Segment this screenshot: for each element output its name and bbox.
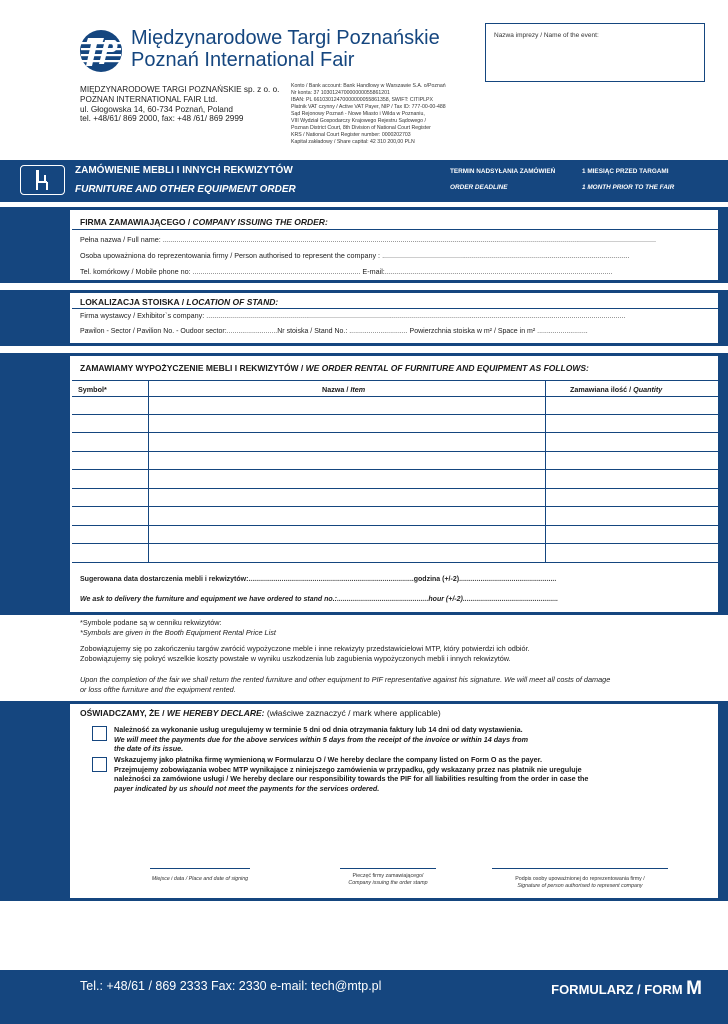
deadline-value-en: 1 MONTH PRIOR TO THE FAIR (582, 184, 675, 191)
section-divider (0, 290, 728, 293)
section-right-band (718, 290, 728, 346)
section-divider (0, 207, 728, 210)
order-table (72, 380, 718, 563)
bank-line: Kapitał zakładowy / Share capital: 42 310 200,00 PLN (291, 139, 415, 145)
section-divider (0, 353, 728, 356)
mobile-phone-field[interactable]: Tel. komórkowy / Mobile phone no: .................................................................................... E-mail:.................................................................................................................. (80, 267, 613, 276)
note-line: Zobowiązujemy się po zakończeniu targów zwrócić wypożyczone meble i inne rekwizyty przedstawicielowi MTP, który potwierdzi ich odbiór. (80, 644, 530, 653)
exhibitor-company-field[interactable]: Firma wystawcy / Exhibitor`s company: .................................................................................................................................................................................................................. (80, 311, 626, 320)
divider (72, 308, 718, 309)
bank-line: VIII Wydział Gospodarczy Krajowego Rejestru Sądowego / (291, 118, 426, 124)
section-left-band (0, 353, 70, 615)
section-divider (0, 280, 728, 283)
order-section-title: ZAMAWIAMY WYPOŻYCZENIE MEBLI I REKWIZYTÓW / WE ORDER RENTAL OF FURNITURE AND EQUIPMENT AS FOLLOWS: (80, 363, 589, 373)
delivery-date-pl-field[interactable]: Sugerowana data dostarczenia mebli i rekwizytów:.....................................................................................godzina (+/-2).................................................. (80, 576, 557, 583)
col-item-header: Nazwa / Item (322, 385, 366, 394)
declaration-line: Należność za wykonanie usług uregulujemy w terminie 5 dni od dnia otrzymania faktury lub 14 dni od daty wystawienia. (114, 725, 523, 734)
section-left-band (0, 701, 70, 901)
section-right-band (718, 701, 728, 901)
declaration-title: OŚWIADCZAMY, ŻE / WE HEREBY DECLARE: (właściwe zaznaczyć / mark where applicable) (80, 708, 441, 718)
delivery-date-en-field[interactable]: We ask to delivery the furniture and equipment we have ordered to stand no.:...............................................hour (+/-2)................................................. (80, 596, 559, 603)
chair-icon-box (20, 165, 65, 195)
footer-contact: Tel.: +48/61 / 869 2333 Fax: 2330 e-mail: tech@mtp.pl (80, 979, 382, 993)
company-section-title: FIRMA ZAMAWIAJĄCEGO / COMPANY ISSUING THE ORDER: (80, 217, 328, 227)
signature-line-stamp (340, 868, 436, 869)
note-line: Upon the completion of the fair we shall return the rented furniture and other equipment to PIF representative against his signature. We will meet all costs of damage (80, 675, 611, 684)
payer-form-o-checkbox[interactable] (92, 757, 107, 772)
form-title-en: FURNITURE AND OTHER EQUIPMENT ORDER (75, 184, 296, 195)
symbols-note (80, 618, 276, 637)
event-name-label: Nazwa imprezy / Name of the event: (494, 32, 599, 39)
col-quantity-header: Zamawiana ilość / Quantity (570, 385, 663, 394)
event-name-field[interactable] (485, 23, 705, 82)
bank-line: Płatnik VAT czynny / Active VAT Payer, NIP / Tax ID: 777-00-00-488 (291, 104, 446, 110)
company-address (80, 85, 279, 124)
company-line: tel. +48/61/ 869 2000, fax: +48 /61/ 869 2999 (80, 114, 244, 124)
signature-place-label: Miejsce i data / Place and date of signing (151, 876, 249, 882)
form-id: FORMULARZ / FORM M (551, 978, 702, 999)
bank-line: Sąd Rejonowy Poznań - Nowe Miasto i Wilda w Poznaniu, (291, 111, 425, 117)
section-right-band (718, 207, 728, 283)
section-divider (0, 701, 728, 704)
authorised-person-field[interactable]: Osoba upoważniona do reprezentowania firmy / Person authorised to represent the company : ............................................................................................................................ (80, 251, 630, 260)
note-line: *Symbole podane są w cenniku rekwizytów: (80, 618, 222, 627)
section-divider (0, 898, 728, 901)
section-right-band (718, 353, 728, 615)
section-left-band (0, 290, 70, 346)
obligation-note-en (80, 675, 610, 694)
declaration-line: the date of its issue. (114, 744, 184, 754)
form-title-pl: ZAMÓWIENIE MEBLI I INNYCH REKWIZYTÓW (75, 165, 293, 176)
payment-terms-checkbox[interactable] (92, 726, 107, 741)
section-left-band (0, 207, 70, 283)
deadline-label-pl: TERMIN NADSYŁANIA ZAMÓWIEŃ (450, 168, 556, 175)
signature-stamp-label: Pieczęć firmy zamawiającego/ Company issuing the order stamp (348, 873, 428, 886)
payer-form-o-text (114, 755, 674, 793)
bank-line: KRS / National Court Register number: 0000202703 (291, 132, 411, 138)
bank-line: Nr konta: 37 103012470000000055861201 (291, 90, 390, 96)
company-line: POZNAN INTERNATIONAL FAIR Ltd. (80, 94, 218, 104)
location-section-title: LOKALIZACJA STOISKA / LOCATION OF STAND: (80, 297, 279, 307)
declaration-line: Wskazujemy jako płatnika firmę wymienioną w Formularzu O / We hereby declare the company listed on Form O as the payer. (114, 755, 543, 764)
brand-name-pl: Międzynarodowe Targi Poznańskie (131, 27, 440, 49)
full-name-field[interactable]: Pełna nazwa / Full name: ....................................................................................................................................................................................................................................................... (80, 235, 656, 244)
bank-line: IBAN: PL 66103012470000000055861358, SWIFT: CITIPLPX (291, 97, 433, 103)
deadline-value-pl: 1 MIESIĄC PRZED TARGAMI (582, 168, 669, 175)
col-symbol-header: Symbol* (78, 385, 107, 394)
note-line: *Symbols are given in the Booth Equipment Rental Price List (80, 627, 276, 637)
bank-line: Poznan District Court, 8th Division of National Court Register (291, 125, 431, 131)
declaration-line: Przejmujemy zobowiązania wobec MTP wynikające z niniejszego zamówienia w przypadku, gdy wskazany przez nas płatnik nie ureguluje (114, 764, 582, 774)
payment-terms-text (114, 725, 674, 754)
bank-details (291, 83, 446, 146)
company-line: ul. Głogowska 14, 60-734 Poznań, Poland (80, 104, 233, 114)
signature-line-person (492, 868, 668, 869)
mtp-logo (78, 28, 124, 74)
chair-icon (21, 166, 63, 193)
note-line: Zobowiązujemy się pokryć wszelkie koszty powstałe w wyniku uszkodzenia lub zagubienia wypożyczonych mebli i innych rekwizytów. (80, 653, 511, 663)
brand-name-en: Poznań International Fair (131, 49, 355, 71)
declaration-line: We will meet the payments due for the above services within 5 days from the receipt of the invoice or within 14 days from (114, 734, 529, 744)
obligation-note (80, 644, 530, 663)
divider (72, 229, 718, 230)
stand-location-field[interactable]: Pawilon - Sector / Pavilion No. - Oudoor sector:..........................Nr stoiska / Stand No.: .............................. Powierzchnia stoiska w m² / Space in m² .......................... (80, 328, 588, 335)
declaration-line: payer indicated by us should not meet the payments for the services ordered. (114, 783, 380, 793)
bank-line: Konto / Bank account: Bank Handlowy w Warszawie S.A. o/Poznań (291, 83, 446, 89)
note-line: or loss ofthe furniture and the equipment rented. (80, 684, 236, 694)
declaration-line: należności za zamówione usługi / We hereby declare our responsibility towards the PIF for all liabilities resulting from the order in case the (114, 774, 589, 784)
company-line: MIĘDZYNARODOWE TARGI POZNAŃSKIE sp. z o. o. (80, 85, 280, 94)
section-divider (0, 343, 728, 346)
signature-line-place (150, 868, 250, 869)
section-divider (0, 612, 728, 615)
deadline-label-en: ORDER DEADLINE (450, 184, 508, 191)
signature-person-label: Podpis osoby upoważnionej do reprezentowania firmy / Signature of person authorised to represent company (515, 876, 645, 889)
